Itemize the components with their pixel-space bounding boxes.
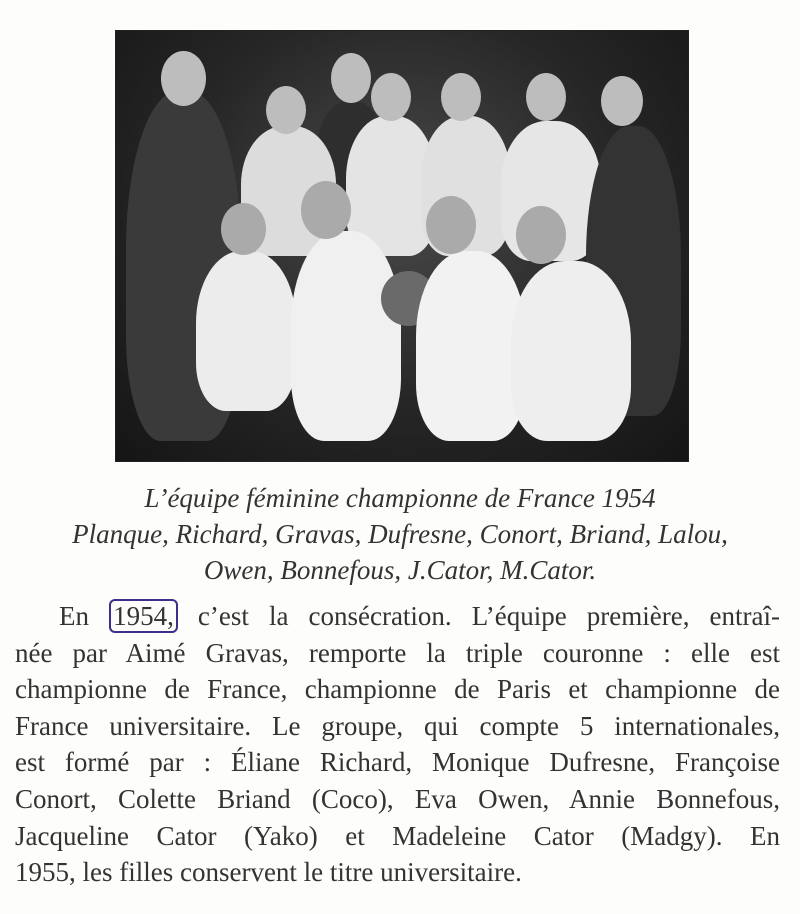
- body-line: France universitaire. Le groupe, qui compte 5 internationales,: [15, 710, 780, 741]
- head: [426, 196, 476, 254]
- head: [601, 76, 643, 126]
- handwritten-circled-year: 1954,: [109, 599, 178, 633]
- head: [371, 73, 411, 121]
- head: [331, 53, 371, 103]
- team-photo: [115, 30, 689, 462]
- body-line: Conort, Colette Briand (Coco), Eva Owen, Annie Bonnefous,: [15, 783, 780, 814]
- body-line: est formé par : Éliane Richard, Monique Dufresne, Françoise: [15, 747, 780, 778]
- head: [526, 73, 566, 121]
- caption-names-line-2: Owen, Bonnefous, J.Cator, M.Cator.: [203, 555, 597, 585]
- body-paragraph: [15, 598, 780, 891]
- figure-player-kneeling: [416, 251, 526, 441]
- body-line: Jacqueline Cator (Yako) et Madeleine Cator (Madgy). En: [15, 820, 780, 851]
- caption-title: L’équipe féminine championne de France 1954: [144, 483, 656, 513]
- figure-player-kneeling: [196, 251, 296, 411]
- text: En: [59, 601, 89, 631]
- caption-names-line-1: Planque, Richard, Gravas, Dufresne, Conort, Briand, Lalou,: [72, 519, 728, 549]
- head: [516, 206, 566, 264]
- figure-player-kneeling: [291, 231, 401, 441]
- figure-player-kneeling: [511, 261, 631, 441]
- text: c’est la consécration. L’équipe première, entraî-: [197, 601, 781, 631]
- head: [161, 51, 206, 106]
- head: [266, 86, 306, 134]
- photo-caption: [0, 480, 800, 588]
- body-line: [15, 598, 780, 635]
- body-line: née par Aimé Gravas, remporte la triple couronne : elle est: [15, 637, 780, 668]
- body-line: championne de France, championne de Paris et championne de: [15, 674, 780, 705]
- head: [221, 203, 266, 255]
- body-line: 1955, les filles conservent le titre universitaire.: [15, 857, 522, 888]
- head: [441, 73, 481, 121]
- head: [301, 181, 351, 239]
